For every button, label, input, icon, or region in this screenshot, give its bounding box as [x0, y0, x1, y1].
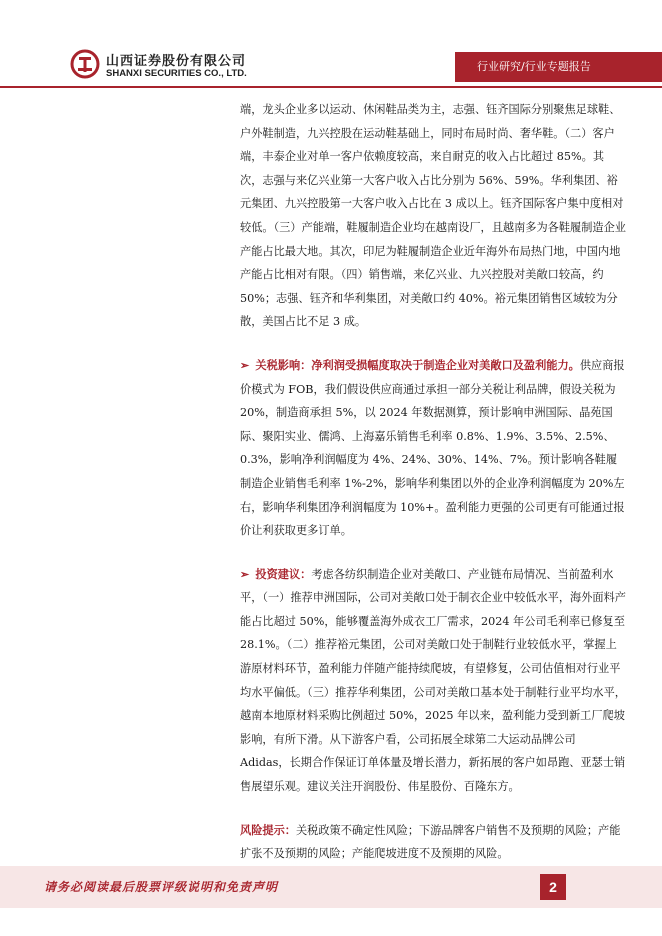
report-type-label: 行业研究/行业专题报告 [455, 52, 662, 82]
header-divider [0, 86, 662, 88]
risk-warning-text: 关税政策不确定性风险；下游品牌客户销售不及预期的风险；产能扩张不及预期的风险；产能爬坡进度不及预期的风险。 [240, 823, 621, 861]
report-body [240, 98, 626, 866]
investment-advice-text: 考虑各纺织制造企业对美敞口、产业链布局情况、当前盈利水平，（一）推荐申洲国际，公司对美敞口处于制衣企业中较低水平，海外面料产能占比超过 50%，能够覆盖海外成衣工厂需求，2024 年公司毛利率已修复至 28.1%。（二）推荐裕元集团，公司对美敞口处于制鞋行业较低水平，掌握上游原材料环节，盈利能力伴随产能持续爬坡，有望修复，公司估值相对行业平均水平偏低。（三）推荐华利集团，公司对美敞口基本处于制鞋行业平均水平，越南本地原材料采购比例超过 50%，2025 年以来，盈利能力受到新工厂爬坡影响，有所下滑。从下游客户看，公司拓展全球第二大运动品牌公司 Adidas，长期合作保证订单体量及增长潜力，新拓展的客户如昂跑、亚瑟士销售展望乐观。建议关注开润股份、伟星股份、百隆东方。 [240, 567, 626, 794]
company-name-en: SHANXI SECURITIES CO., LTD. [106, 68, 247, 79]
paragraph-risk-warning [240, 819, 626, 866]
page-header [0, 0, 662, 90]
company-logo-icon [70, 48, 100, 80]
company-logo [70, 48, 250, 84]
page-number: 2 [540, 874, 566, 900]
bullet-arrow-icon: ➢ [240, 357, 250, 372]
tariff-impact-text: 供应商报价模式为 FOB，我们假设供应商通过承担一部分关税让利品牌，假设关税为 20%，制造商承担 5%，以 2024 年数据测算，预计影响申洲国际、晶苑国际、聚阳实业、儒鸿、上海嘉乐销售毛利率 0.8%、1.9%、3.5%、2.5%、0.3%，影响净利润幅度为 4%、24%、30%、14%、7%。预计影响各鞋履制造企业销售毛利率 1%-2%，影响华利集团以外的企业净利润幅度为 20%左右，影响华利集团净利润幅度为 10%+。盈利能力更强的公司更有可能通过报价让利获取更多订单。 [240, 358, 625, 538]
investment-advice-heading: 投资建议： [255, 566, 312, 581]
tariff-impact-heading: 关税影响：净利润受损幅度取决于制造企业对美敞口及盈利能力。 [255, 357, 580, 372]
paragraph-tariff-impact [240, 354, 626, 543]
bullet-arrow-icon: ➢ [240, 566, 250, 581]
company-name-cn: 山西证券股份有限公司 [106, 54, 247, 69]
page-footer [0, 866, 662, 908]
paragraph-industry-structure: 端，龙头企业多以运动、休闲鞋品类为主，志强、钰齐国际分别聚焦足球鞋、户外鞋制造，九兴控股在运动鞋基础上，同时布局时尚、奢华鞋。（二）客户端，丰泰企业对单一客户依赖度较高，来自耐克的收入占比超过 85%。其次，志强与来亿兴业第一大客户收入占比分别为 56%、59%。华利集团、裕元集团、九兴控股第一大客户收入占比在 3 成以上。钰齐国际客户集中度相对较低。（三）产能端，鞋履制造企业均在越南设厂，且越南多为各鞋履制造企业产能占比最大地。其次，印尼为鞋履制造企业近年海外布局热门地，中国内地产能占比相对有限。（四）销售端，来亿兴业、九兴控股对美敞口较高，约 50%；志强、钰齐和华利集团，对美敞口约 40%。裕元集团销售区域较为分散，美国占比不足 3 成。 [240, 103, 626, 329]
risk-warning-heading: 风险提示： [240, 822, 296, 837]
paragraph-investment-advice [240, 563, 626, 799]
disclaimer-notice: 请务必阅读最后股票评级说明和免责声明 [44, 880, 279, 894]
